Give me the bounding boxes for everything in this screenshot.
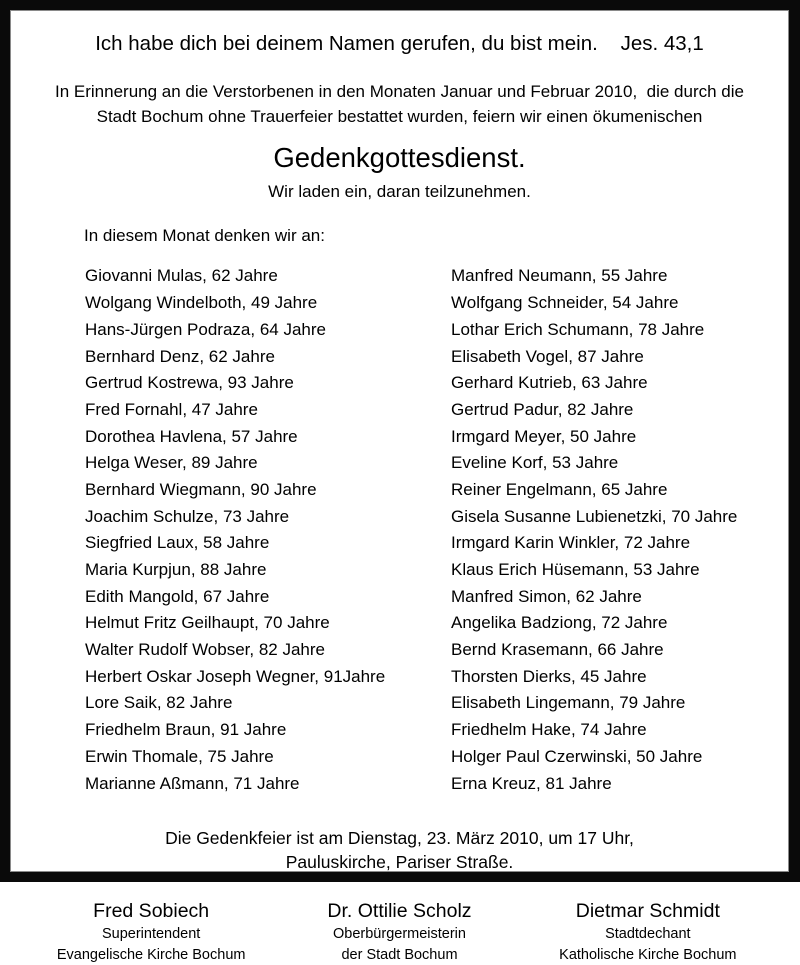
list-item: Eveline Korf, 53 Jahre <box>451 453 619 473</box>
list-item: Gertrud Kostrewa, 93 Jahre <box>85 373 294 393</box>
list-item: Gertrud Padur, 82 Jahre <box>451 399 634 419</box>
list-item: Bernhard Wiegmann, 90 Jahre <box>85 479 317 499</box>
signatory-role: Oberbürgermeisterin <box>333 926 466 943</box>
signatory-block <box>275 900 523 965</box>
list-item: Siegfried Laux, 58 Jahre <box>85 533 270 553</box>
names-column-right <box>451 263 781 797</box>
list-item: Lore Saik, 82 Jahre <box>85 693 233 713</box>
signatory-name: Fred Sobiech <box>93 900 210 923</box>
list-item: Fred Fornahl, 47 Jahre <box>85 399 258 419</box>
list-item: Reiner Engelmann, 65 Jahre <box>451 479 668 499</box>
list-item: Thorsten Dierks, 45 Jahre <box>451 666 647 686</box>
list-item: Maria Kurpjun, 88 Jahre <box>85 560 267 580</box>
list-item: Wolgang Windelboth, 49 Jahre <box>85 293 318 313</box>
scripture-verse: Ich habe dich bei deinem Namen gerufen, du bist mein. Jes. 43,1 <box>95 32 704 55</box>
list-item: Elisabeth Vogel, 87 Jahre <box>451 346 644 366</box>
ceremony-datetime: Die Gedenkfeier ist am Dienstag, 23. März 2010, um 17 Uhr, <box>165 828 634 849</box>
list-item: Hans-Jürgen Podraza, 64 Jahre <box>85 319 326 339</box>
list-item: Bernhard Denz, 62 Jahre <box>85 346 275 366</box>
list-item: Klaus Erich Hüsemann, 53 Jahre <box>451 560 700 580</box>
intro-line-2: Stadt Bochum ohne Trauerfeier bestattet wurden, feiern wir einen ökumenischen <box>96 106 703 126</box>
month-lead-text: In diesem Monat denken wir an: <box>84 225 325 245</box>
list-item: Bernd Krasemann, 66 Jahre <box>451 640 664 660</box>
list-item: Herbert Oskar Joseph Wegner, 91Jahre <box>85 666 386 686</box>
ceremony-details <box>11 827 788 874</box>
list-item: Helmut Fritz Geilhaupt, 70 Jahre <box>85 613 330 633</box>
service-title: Gedenkgottesdienst. <box>273 141 526 173</box>
signatory-name: Dr. Ottilie Scholz <box>327 900 472 923</box>
signatory-name: Dietmar Schmidt <box>575 900 720 923</box>
list-item: Gisela Susanne Lubienetzki, 70 Jahre <box>451 506 738 526</box>
list-item: Helga Weser, 89 Jahre <box>85 453 258 473</box>
signatories-section <box>11 900 788 965</box>
intro-paragraph <box>11 79 788 129</box>
notice-sheet <box>10 10 789 963</box>
signatory-block <box>27 900 275 965</box>
invitation-text: Wir laden ein, daran teilzunehmen. <box>268 182 531 202</box>
list-item: Irmgard Karin Winkler, 72 Jahre <box>451 533 691 553</box>
list-item: Angelika Badziong, 72 Jahre <box>451 613 668 633</box>
list-item: Manfred Neumann, 55 Jahre <box>451 266 668 286</box>
names-section <box>11 263 788 797</box>
signatory-block <box>524 900 772 965</box>
signatory-organization: Katholische Kirche Bochum <box>559 946 737 963</box>
signatory-role: Superintendent <box>101 926 201 943</box>
list-item: Wolfgang Schneider, 54 Jahre <box>451 293 679 313</box>
list-item: Lothar Erich Schumann, 78 Jahre <box>451 319 705 339</box>
list-item: Erna Kreuz, 81 Jahre <box>451 773 612 793</box>
signatory-organization: Evangelische Kirche Bochum <box>56 946 246 963</box>
signatory-role: Stadtdechant <box>605 926 691 943</box>
list-item: Joachim Schulze, 73 Jahre <box>85 506 290 526</box>
list-item: Walter Rudolf Wobser, 82 Jahre <box>85 640 326 660</box>
intro-line-1: In Erinnerung an die Verstorbenen in den Monaten Januar und Februar 2010, die durch die <box>55 81 744 101</box>
list-item: Holger Paul Czerwinski, 50 Jahre <box>451 746 703 766</box>
list-item: Gerhard Kutrieb, 63 Jahre <box>451 373 648 393</box>
list-item: Marianne Aßmann, 71 Jahre <box>85 773 300 793</box>
list-item: Friedhelm Hake, 74 Jahre <box>451 720 647 740</box>
ceremony-location: Pauluskirche, Pariser Straße. <box>285 851 514 872</box>
list-item: Dorothea Havlena, 57 Jahre <box>85 426 298 446</box>
list-item: Erwin Thomale, 75 Jahre <box>85 746 274 766</box>
list-item: Giovanni Mulas, 62 Jahre <box>85 266 278 286</box>
names-column-left <box>85 263 451 797</box>
list-item: Friedhelm Braun, 91 Jahre <box>85 720 287 740</box>
list-item: Edith Mangold, 67 Jahre <box>85 586 270 606</box>
signatory-organization: der Stadt Bochum <box>341 946 458 963</box>
list-item: Irmgard Meyer, 50 Jahre <box>451 426 637 446</box>
list-item: Manfred Simon, 62 Jahre <box>451 586 642 606</box>
list-item: Elisabeth Lingemann, 79 Jahre <box>451 693 686 713</box>
